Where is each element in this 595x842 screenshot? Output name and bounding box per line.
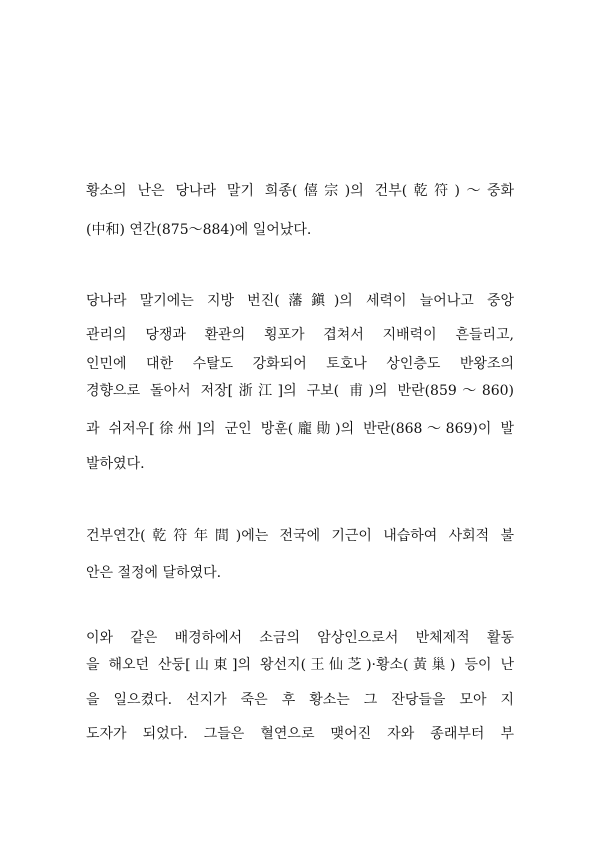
text-line: 건부연간(乾符年間)에는 전국에 기근이 내습하여 사회적 불 <box>86 528 514 544</box>
text-line: 당나라 말기에는 지방 번진(藩鎭)의 세력이 늘어나고 중앙 <box>86 293 514 309</box>
text-line: 경향으로 돌아서 저장[浙江]의 구보( 甫)의 반란(859～860) <box>86 383 514 399</box>
text-line: 인민에 대한 수탈도 강화되어 토호나 상인층도 반왕조의 <box>86 356 514 372</box>
text-line: 과 쉬저우[徐州]의 군인 방훈(龐勛)의 반란(868～869)이 발 <box>86 421 514 437</box>
text-line: 황소의 난은 당나라 말기 희종(僖宗)의 건부(乾符)～중화 <box>86 183 514 199</box>
text-line: 이와 같은 배경하에서 소금의 암상인으로서 반체제적 활동 <box>86 630 514 646</box>
text-line: 발하였다. <box>86 456 145 472</box>
text-line: 도자가 되었다. 그들은 혈연으로 맺어진 자와 종래부터 부 <box>86 726 514 742</box>
text-line: 을 해오던 산둥[山東]의 왕선지(王仙芝)·황소(黃巢) 등이 난 <box>86 657 514 673</box>
text-line: 을 일으켰다. 선지가 죽은 후 황소는 그 잔당들을 모아 지 <box>86 692 514 708</box>
text-line: (中和) 연간(875～884)에 일어났다. <box>86 222 312 238</box>
text-line: 관리의 당쟁과 환관의 횡포가 겹쳐서 지배력이 흔들리고, <box>86 327 514 343</box>
text-line: 안은 절정에 달하였다. <box>86 565 222 581</box>
